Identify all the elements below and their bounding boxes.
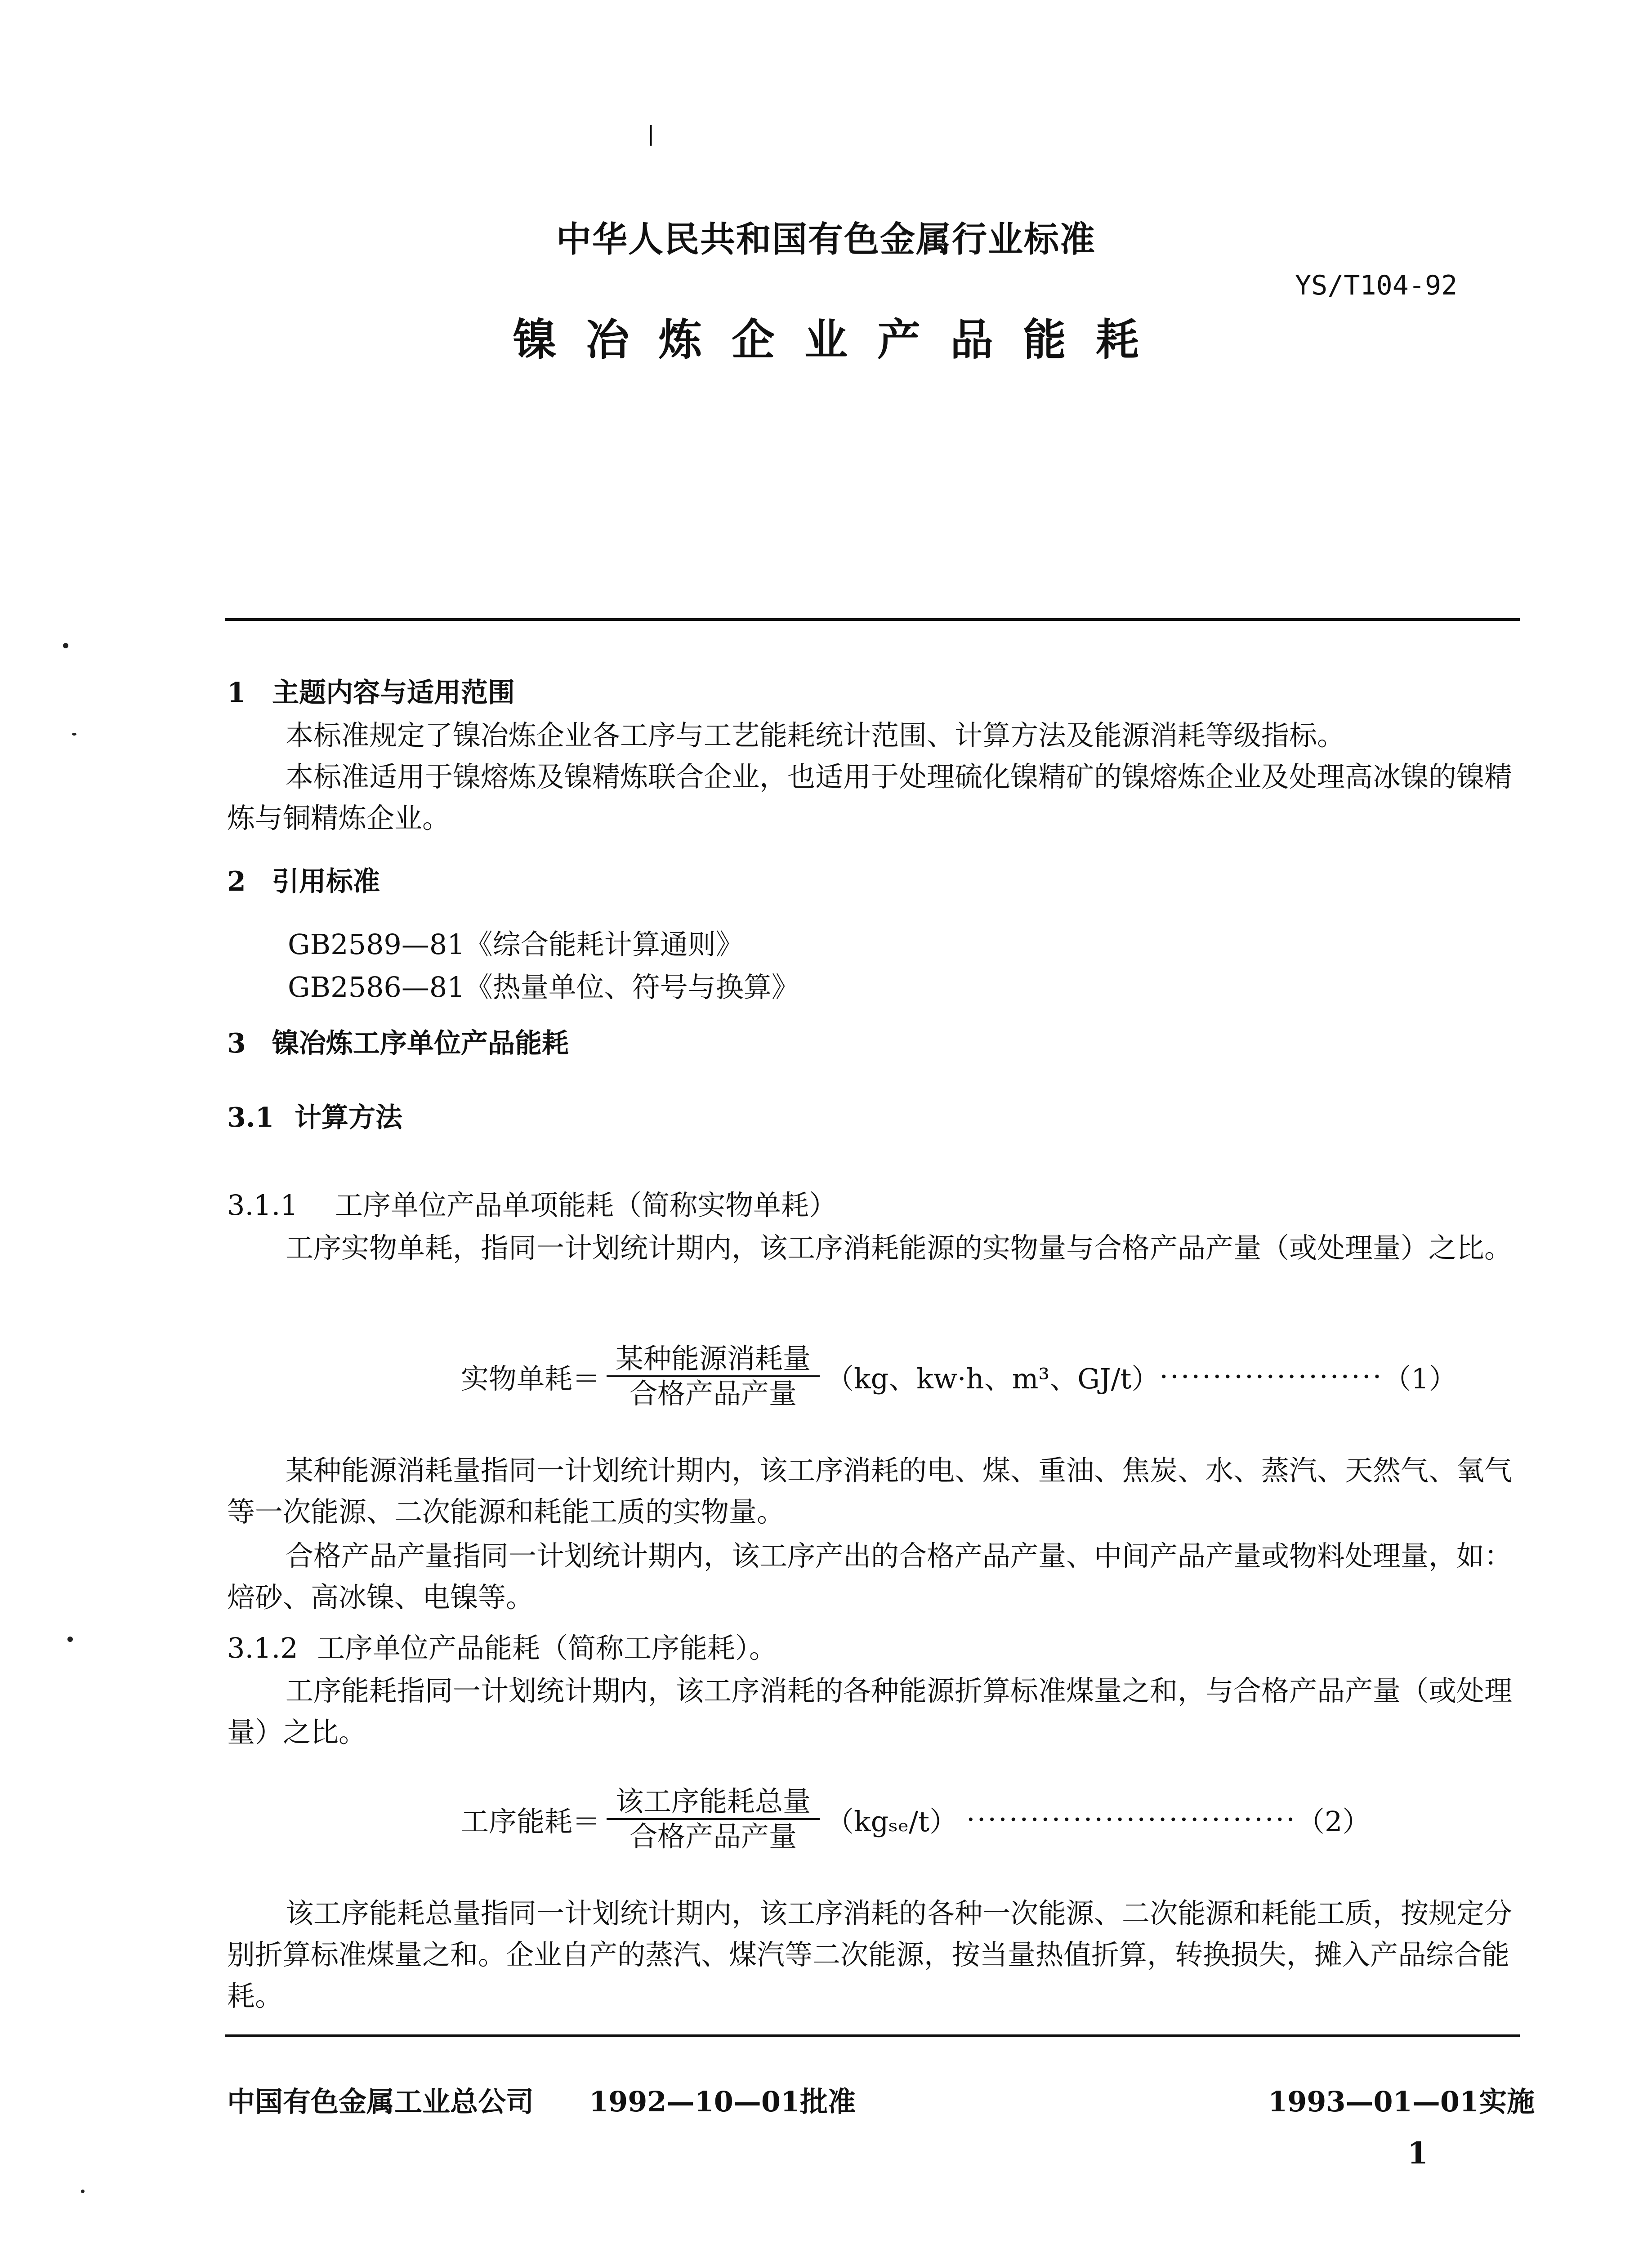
formula-lhs: 工序能耗＝ bbox=[461, 1805, 601, 1838]
section-3-1-1-heading bbox=[227, 1185, 1518, 1226]
formula-fraction bbox=[607, 1342, 820, 1410]
formula-2 bbox=[461, 1785, 1370, 1853]
section-2-heading bbox=[227, 861, 1518, 902]
formula-denominator: 合格产品产量 bbox=[630, 1820, 797, 1853]
scan-speck bbox=[72, 733, 76, 736]
formula-units: （kg、kw·h、m³、GJ/t） bbox=[826, 1362, 1160, 1395]
formula-lhs: 实物单耗＝ bbox=[461, 1362, 601, 1395]
section-3-1-1-para: 工序实物单耗，指同一计划统计期内，该工序消耗能源的实物量与合格产品产量（或处理量）之比。 bbox=[286, 1231, 1513, 1264]
section-3-1-2-para: 工序能耗指同一计划统计期内，该工序消耗的各种能源折算标准煤量之和，与合格产品产量（或处理量）之比。 bbox=[227, 1674, 1513, 1748]
section-3-1-1-note-1: 某种能源消耗量指同一计划统计期内，该工序消耗的电、煤、重油、焦炭、水、蒸汽、天然气、氧气等一次能源、二次能源和耗能工质的实物量。 bbox=[227, 1454, 1513, 1528]
bottom-divider bbox=[225, 2034, 1520, 2037]
formula-label: （1） bbox=[1383, 1362, 1457, 1395]
section-title: 镍冶炼工序单位产品能耗 bbox=[272, 1028, 569, 1059]
formula-numerator: 某种能源消耗量 bbox=[607, 1342, 820, 1377]
formula-label: （2） bbox=[1296, 1805, 1371, 1838]
section-3-1-2-heading bbox=[227, 1628, 1518, 1669]
reference-2: GB2586—81《热量单位、符号与换算》 bbox=[288, 971, 799, 1004]
footer-approved-date: 1992—10—01批准 bbox=[589, 2085, 856, 2118]
standard-code: YS/T104-92 bbox=[1295, 270, 1458, 301]
scan-speck bbox=[63, 643, 68, 648]
scan-speck bbox=[67, 1637, 73, 1642]
formula-denominator: 合格产品产量 bbox=[630, 1377, 797, 1410]
formula-units: （kgₛₑ/t） bbox=[826, 1805, 957, 1838]
formula-numerator: 该工序能耗总量 bbox=[607, 1785, 820, 1820]
section-number: 3.1 bbox=[227, 1102, 274, 1133]
reference-1: GB2589—81《综合能耗计算通则》 bbox=[288, 928, 744, 961]
top-divider bbox=[225, 618, 1520, 621]
formula-leader-dots: ······························· bbox=[966, 1802, 1297, 1836]
section-1-para-1: 本标准规定了镍冶炼企业各工序与工艺能耗统计范围、计算方法及能源消耗等级指标。 bbox=[286, 719, 1345, 752]
section-1-heading bbox=[227, 672, 1518, 714]
section-title: 工序单位产品单项能耗（简称实物单耗） bbox=[335, 1189, 837, 1222]
section-number: 3 bbox=[227, 1028, 246, 1059]
formula-1 bbox=[461, 1342, 1457, 1410]
section-title: 计算方法 bbox=[295, 1102, 402, 1133]
section-3-heading bbox=[227, 1023, 1518, 1064]
scan-speck bbox=[81, 2190, 85, 2193]
document-title: 镍冶炼企业产品能耗 bbox=[513, 314, 1169, 365]
section-number: 1 bbox=[227, 677, 246, 709]
section-3-1-heading bbox=[227, 1097, 1518, 1138]
org-standard-title: 中华人民共和国有色金属行业标准 bbox=[556, 219, 1096, 260]
section-number: 3.1.2 bbox=[227, 1632, 298, 1664]
section-1-para-2: 本标准适用于镍熔炼及镍精炼联合企业，也适用于处理硫化镍精矿的镍熔炼企业及处理高冰镍的镍精炼与铜精炼企业。 bbox=[227, 760, 1513, 834]
section-number: 3.1.1 bbox=[227, 1189, 298, 1222]
section-title: 工序单位产品能耗（简称工序能耗）。 bbox=[317, 1632, 777, 1664]
section-3-1-1-note-2: 合格产品产量指同一计划统计期内，该工序产出的合格产品产量、中间产品产量或物料处理量，如：焙砂、高冰镍、电镍等。 bbox=[227, 1539, 1513, 1614]
section-3-1-2-note: 该工序能耗总量指同一计划统计期内，该工序消耗的各种一次能源、二次能源和耗能工质，按规定分别折算标准煤量之和。企业自产的蒸汽、煤汽等二次能源，按当量热值折算，转换损失，摊入产品综合能耗。 bbox=[227, 1897, 1513, 2012]
section-title: 引用标准 bbox=[272, 866, 380, 897]
footer-effective-date: 1993—01—01实施 bbox=[1268, 2085, 1535, 2118]
page-number: 1 bbox=[1407, 2136, 1428, 2171]
footer-issuer: 中国有色金属工业总公司 bbox=[227, 2085, 534, 2118]
section-title: 主题内容与适用范围 bbox=[272, 677, 515, 709]
formula-leader-dots: ····················· bbox=[1159, 1360, 1384, 1393]
section-number: 2 bbox=[227, 866, 246, 897]
formula-fraction bbox=[607, 1785, 820, 1853]
tick-mark: | bbox=[647, 121, 655, 146]
